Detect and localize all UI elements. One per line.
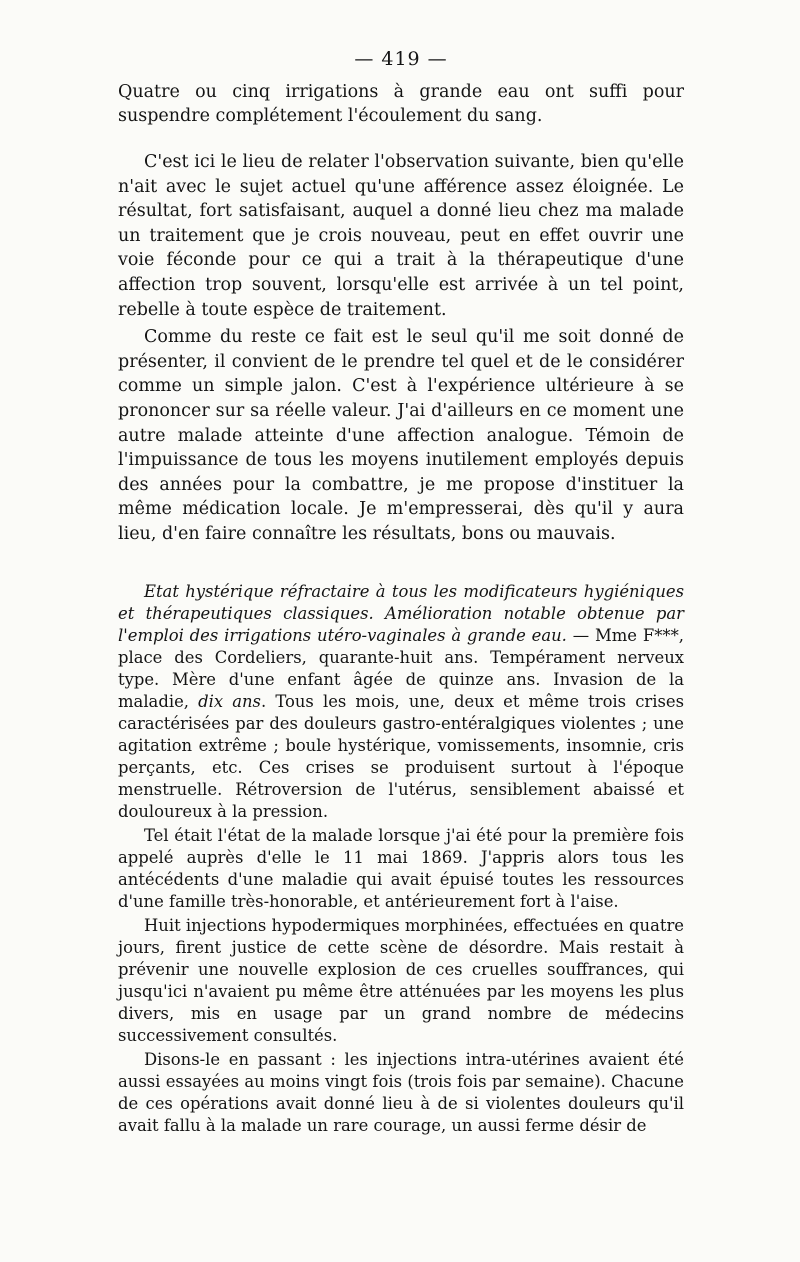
book-page xyxy=(118,48,684,1139)
observation-age: dix ans xyxy=(198,691,261,711)
observation-paragraph-3: Disons-le en passant : les injections intra-utérines avaient été aussi essayées au moins vingt fois (trois fois par semaine). Chacune de ces opérations avait donné lieu à de si violentes douleurs qu'il avait fallu à la malade un rare courage, un aussi ferme désir de xyxy=(118,1049,684,1135)
observation-header xyxy=(118,581,684,823)
paragraph-2: Comme du reste ce fait est le seul qu'il me soit donné de présenter, il convient de le prendre tel quel et de le considérer comme un simple jalon. C'est à l'expérience ultérieure à se prononcer sur sa réelle valeur. J'ai d'ailleurs en ce moment une autre malade atteinte d'une affection analogue. Témoin de l'impuissance de tous les moyens inutilement employés depuis des années pour la combattre, je me propose d'instituer la même médication locale. Je m'empresserai, dès qu'il y aura lieu, d'en faire connaître les résultats, bons ou mauvais. xyxy=(118,327,684,544)
observation-paragraph-1: Tel était l'état de la malade lorsque j'ai été pour la première fois appelé auprès d'elle le 11 mai 1869. J'appris alors tous les antécédents d'une maladie qui avait épuisé toutes les ressources d'une famille très-honorable, et antérieurement fort à l'aise. xyxy=(118,825,684,911)
page-number: — 419 — xyxy=(354,48,448,70)
observation-title: Etat hystérique réfractaire à tous les modificateurs hygiéniques et thérapeutiques classiques. Amélioration notable obtenue par l'emploi des irrigations utéro-vaginales à grande eau. xyxy=(118,581,684,645)
observation-case-text: — Mme F***, place des Cordeliers, quarante-huit ans. Tempérament nerveux type. Mère d'une enfant âgée de quinze ans. Invasion de la maladie, xyxy=(118,625,684,711)
observation-section xyxy=(118,581,684,1137)
intro-text: Quatre ou cinq irrigations à grande eau ont suffi pour suspendre complétement l'écoulement du sang. xyxy=(118,82,684,126)
observation-case-text-cont: . Tous les mois, une, deux et même trois crises caractérisées par des douleurs gastro-entéralgiques violentes ; une agitation extrême ; boule hystérique, vomissements, insomnie, cris perçants, etc. Ces crises se produisent surtout à l'époque menstruelle. Rétroversion de l'utérus, sensiblement abaissé et douloureux à la pression. xyxy=(118,691,685,821)
observation-paragraph-2: Huit injections hypodermiques morphinées, effectuées en quatre jours, firent justice de cette scène de désordre. Mais restait à prévenir une nouvelle explosion de ces cruelles souffrances, qui jusqu'ici n'avaient pu même être atténuées par les moyens les plus divers, mis en usage par un grand nombre de médecins successivement consultés. xyxy=(118,915,685,1045)
paragraph-1: C'est ici le lieu de relater l'observation suivante, bien qu'elle n'ait avec le sujet actuel qu'une afférence assez éloignée. Le résultat, fort satisfaisant, auquel a donné lieu chez ma malade un traitement que je crois nouveau, peut en effet ouvrir une voie féconde pour ce qui a trait à la thérapeutique d'une affection trop souvent, lorsqu'elle est arrivée à un tel point, rebelle à toute espèce de traitement. xyxy=(118,152,684,320)
